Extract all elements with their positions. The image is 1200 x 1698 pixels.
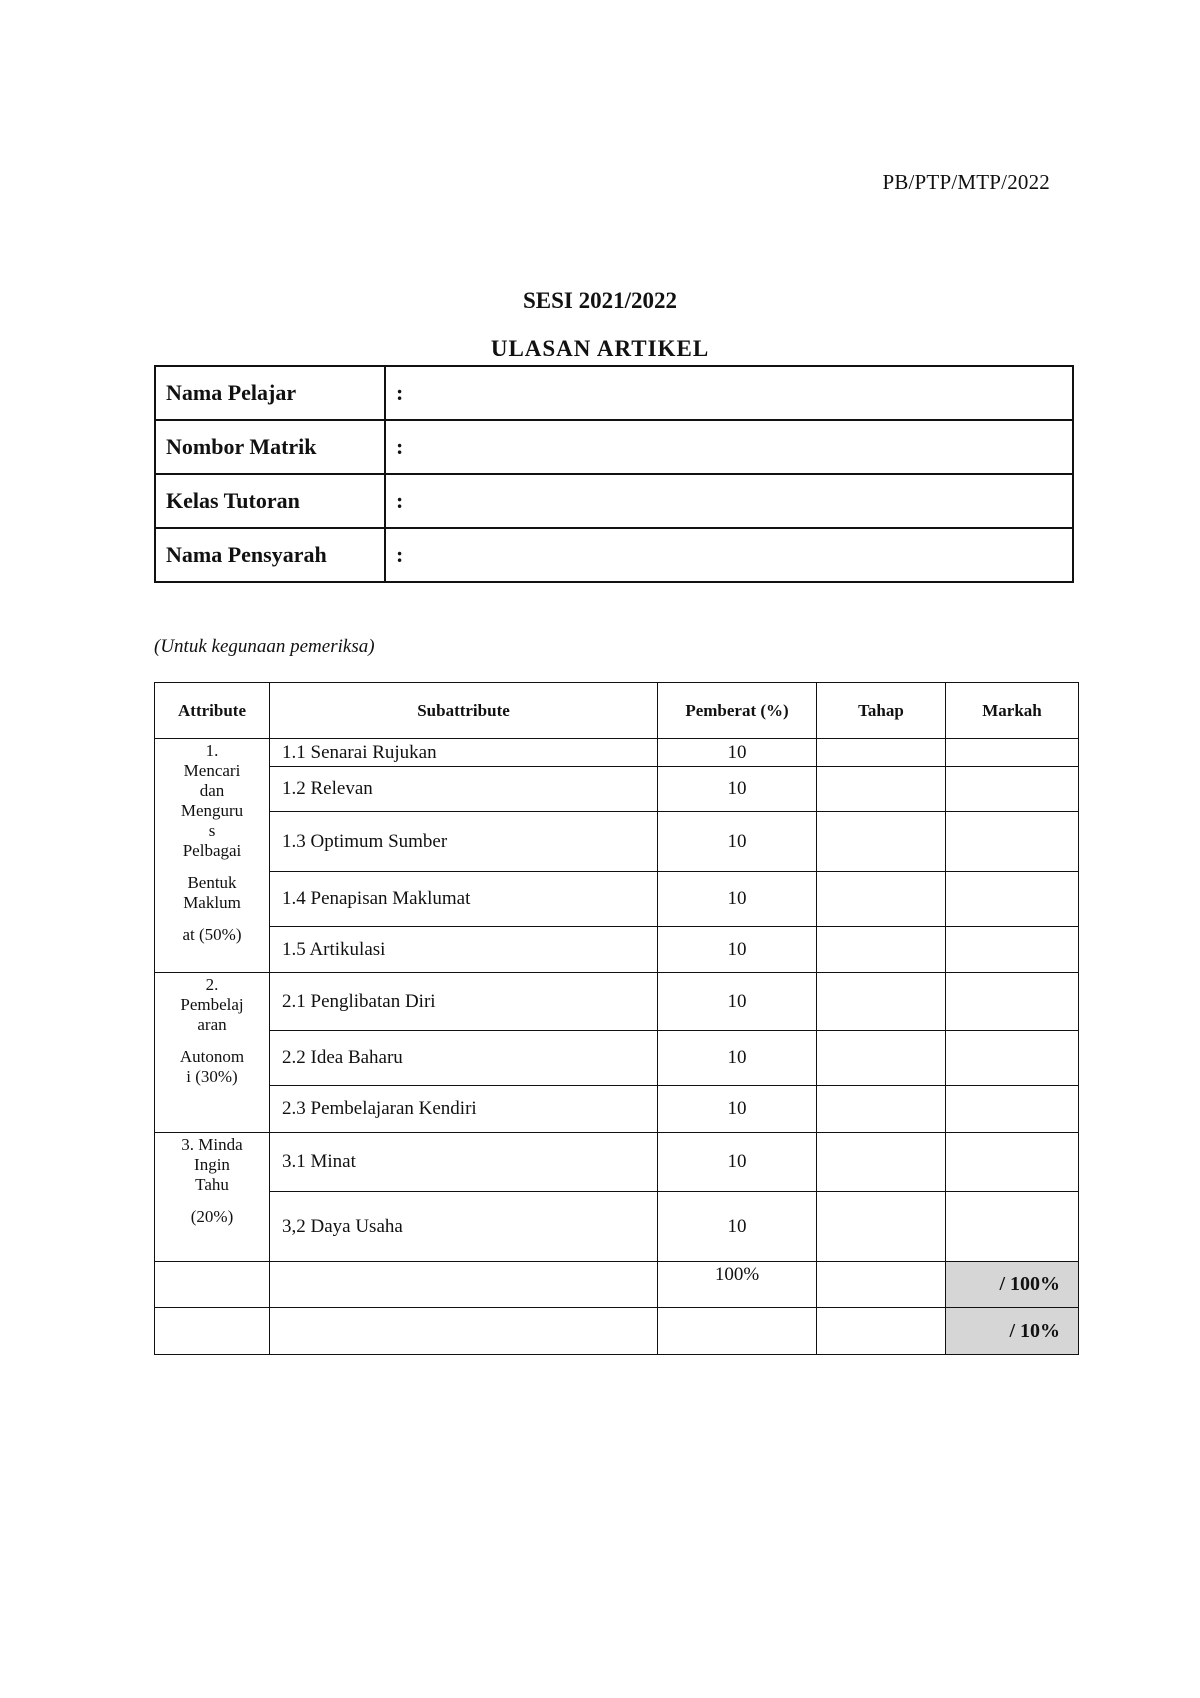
column-header-mark: Markah (946, 683, 1079, 739)
mark-cell[interactable] (946, 767, 1079, 812)
document-reference-code: PB/PTP/MTP/2022 (882, 170, 1050, 194)
attribute-line: Tahu (195, 1175, 229, 1194)
rubric-header-row (155, 683, 1079, 739)
table-row (155, 767, 1079, 812)
attribute-line: Ingin (194, 1155, 230, 1174)
attribute-line: i (30%) (186, 1067, 238, 1086)
info-value-field[interactable]: : (385, 420, 1073, 474)
weight-value: 10 (658, 973, 817, 1031)
attribute-line: 3. Minda (181, 1135, 243, 1154)
info-label: Nama Pelajar (155, 366, 385, 420)
attribute-line: s (208, 821, 216, 840)
table-row (155, 1133, 1079, 1192)
document-title: ULASAN ARTIKEL (490, 336, 710, 361)
attribute-line: 1. (205, 741, 219, 760)
table-row (155, 739, 1079, 767)
empty-cell (658, 1308, 817, 1355)
weight-value: 10 (658, 739, 817, 767)
mark-cell[interactable] (946, 973, 1079, 1031)
info-label: Kelas Tutoran (155, 474, 385, 528)
mark-cell[interactable] (946, 812, 1079, 872)
attribute-line: Menguru (180, 801, 244, 820)
attribute-line: Pembelaj (180, 995, 244, 1014)
weight-value: 10 (658, 1031, 817, 1086)
column-header-weight: Pemberat (%) (658, 683, 817, 739)
attribute-line: Maklum (183, 893, 241, 912)
table-row (155, 927, 1079, 973)
mark-cell[interactable] (946, 739, 1079, 767)
attribute-line: dan (199, 781, 225, 800)
column-header-attribute: Attribute (155, 683, 270, 739)
attribute-line: (20%) (190, 1207, 234, 1226)
info-row (155, 528, 1073, 582)
info-value-field[interactable]: : (385, 474, 1073, 528)
mark-cell[interactable] (946, 927, 1079, 973)
mark-cell[interactable] (946, 1192, 1079, 1262)
info-row (155, 366, 1073, 420)
mark-cell[interactable] (946, 872, 1079, 927)
attribute-line: aran (197, 1015, 227, 1034)
empty-cell (270, 1262, 658, 1308)
table-row (155, 1192, 1079, 1262)
empty-cell (270, 1308, 658, 1355)
level-cell[interactable] (817, 1133, 946, 1192)
empty-cell (155, 1262, 270, 1308)
column-header-subattribute: Subattribute (270, 683, 658, 739)
attribute-line: Bentuk (187, 873, 237, 892)
subattribute-label: 1.1 Senarai Rujukan (270, 739, 658, 767)
final-row (155, 1308, 1079, 1355)
attribute-line: Mencari (183, 761, 241, 780)
attribute-cell (155, 739, 270, 973)
mark-cell[interactable] (946, 1086, 1079, 1133)
subattribute-label: 1.4 Penapisan Maklumat (270, 872, 658, 927)
subattribute-label: 2.2 Idea Baharu (270, 1031, 658, 1086)
final-mark-field[interactable]: / 10% (946, 1308, 1079, 1355)
attribute-line: at (50%) (182, 925, 242, 944)
weight-value: 10 (658, 927, 817, 973)
total-weight: 100% (658, 1262, 817, 1308)
info-label: Nombor Matrik (155, 420, 385, 474)
mark-cell[interactable] (946, 1133, 1079, 1192)
info-label: Nama Pensyarah (155, 528, 385, 582)
level-cell[interactable] (817, 927, 946, 973)
attribute-line: Autonom (179, 1047, 245, 1066)
weight-value: 10 (658, 1133, 817, 1192)
subattribute-label: 1.5 Artikulasi (270, 927, 658, 973)
subattribute-label: 1.3 Optimum Sumber (270, 812, 658, 872)
attribute-cell (155, 973, 270, 1133)
level-cell[interactable] (817, 1086, 946, 1133)
total-row (155, 1262, 1079, 1308)
weight-value: 10 (658, 1086, 817, 1133)
level-cell[interactable] (817, 872, 946, 927)
subattribute-label: 2.3 Pembelajaran Kendiri (270, 1086, 658, 1133)
info-value-field[interactable]: : (385, 366, 1073, 420)
info-row (155, 420, 1073, 474)
rubric-table (154, 682, 1079, 1355)
table-row (155, 812, 1079, 872)
session-heading: SESI 2021/2022 (522, 288, 677, 313)
level-cell[interactable] (817, 973, 946, 1031)
info-row (155, 474, 1073, 528)
weight-value: 10 (658, 1192, 817, 1262)
subattribute-label: 3.1 Minat (270, 1133, 658, 1192)
attribute-line: Pelbagai (182, 841, 242, 860)
subattribute-label: 3,2 Daya Usaha (270, 1192, 658, 1262)
attribute-line: 2. (205, 975, 219, 994)
attribute-cell (155, 1133, 270, 1262)
weight-value: 10 (658, 767, 817, 812)
level-cell[interactable] (817, 1031, 946, 1086)
level-cell[interactable] (817, 739, 946, 767)
empty-cell (155, 1308, 270, 1355)
student-info-table (154, 365, 1074, 583)
level-cell[interactable] (817, 1262, 946, 1308)
mark-cell[interactable] (946, 1031, 1079, 1086)
table-row (155, 973, 1079, 1031)
total-mark-field[interactable]: / 100% (946, 1262, 1079, 1308)
table-row (155, 1086, 1079, 1133)
level-cell[interactable] (817, 1192, 946, 1262)
subattribute-label: 2.1 Penglibatan Diri (270, 973, 658, 1031)
table-row (155, 872, 1079, 927)
level-cell[interactable] (817, 767, 946, 812)
weight-value: 10 (658, 872, 817, 927)
table-row (155, 1031, 1079, 1086)
empty-cell (817, 1308, 946, 1355)
column-header-level: Tahap (817, 683, 946, 739)
info-value-field[interactable]: : (385, 528, 1073, 582)
weight-value: 10 (658, 812, 817, 872)
examiner-note: (Untuk kegunaan pemeriksa) (154, 636, 375, 657)
level-cell[interactable] (817, 812, 946, 872)
subattribute-label: 1.2 Relevan (270, 767, 658, 812)
